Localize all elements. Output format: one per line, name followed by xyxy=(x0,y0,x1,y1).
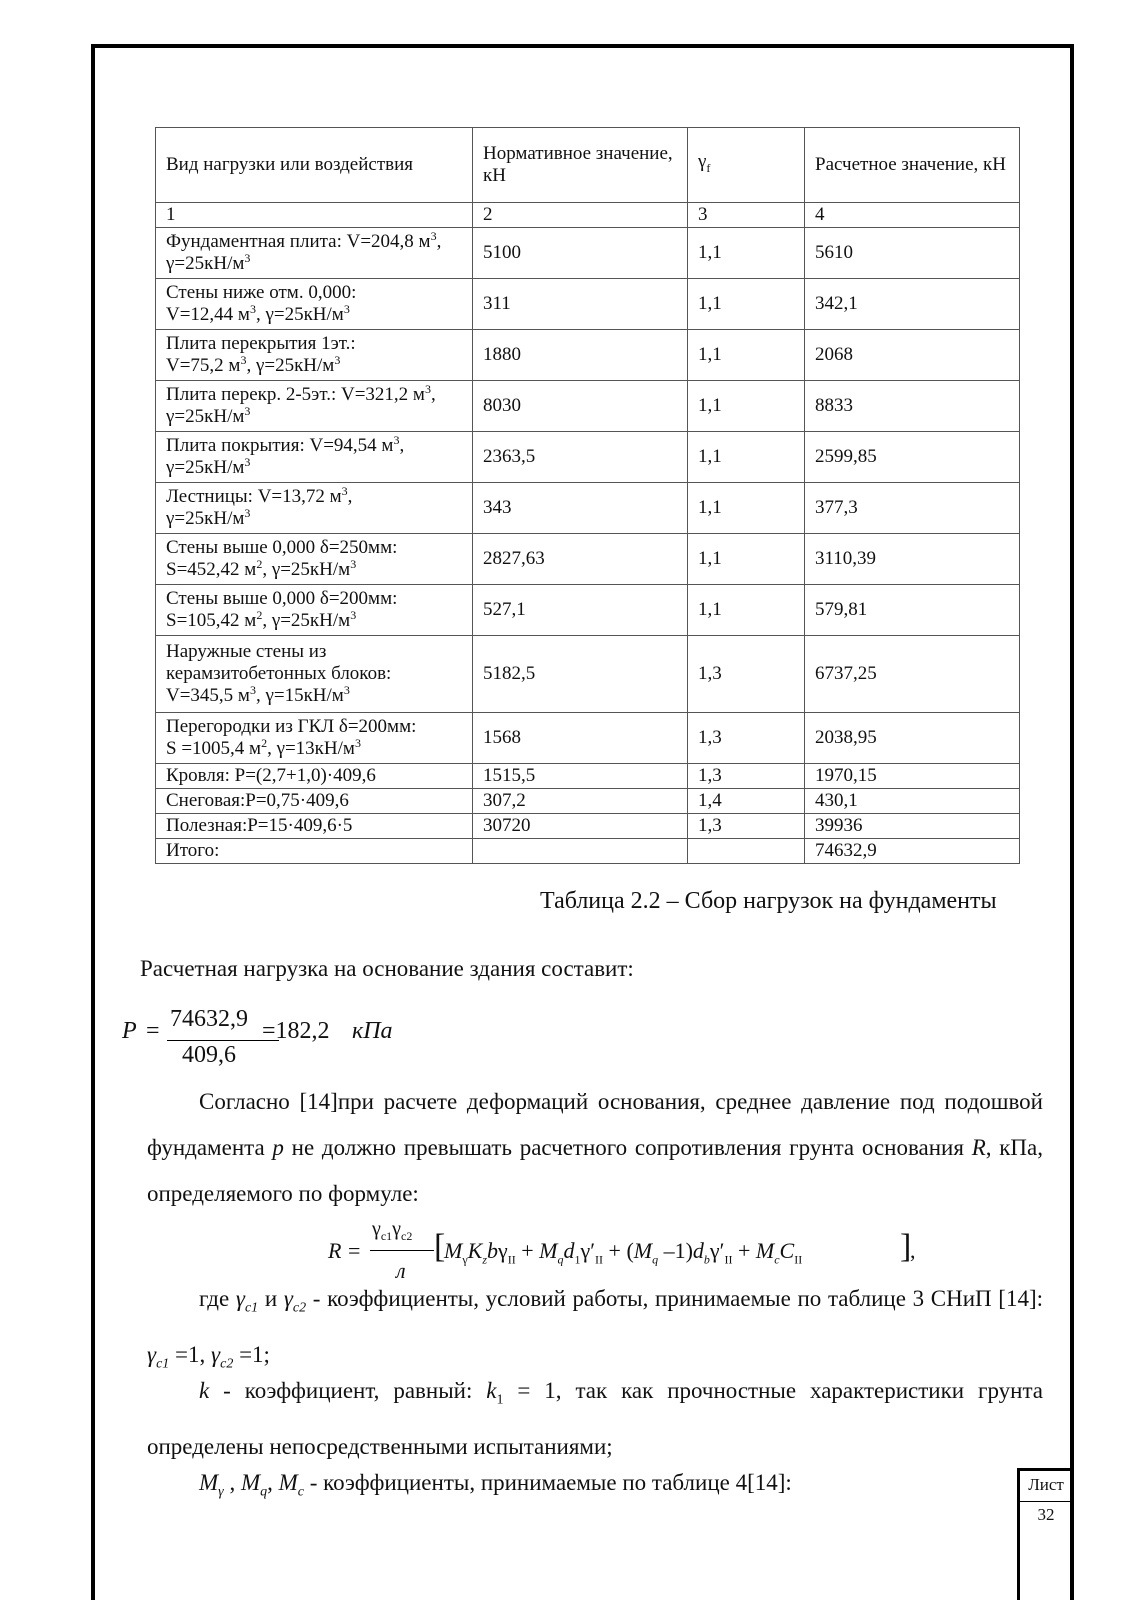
column-number: 4 xyxy=(805,203,1020,228)
gamma-f-cell: 1,1 xyxy=(688,534,805,585)
sheet-stamp xyxy=(1017,1468,1071,1600)
load-name-cell: Наружные стены из керамзитобетонных блоков: V=345,5 $м^3$, $\gamma=15кН/м^3$ xyxy=(156,636,473,713)
table-row xyxy=(156,228,1020,279)
paragraph-4 xyxy=(147,1460,1043,1516)
bracket-left: [ xyxy=(434,1228,446,1265)
gamma-f-cell: 1,1 xyxy=(688,279,805,330)
gamma-f-cell xyxy=(688,839,805,864)
load-name-cell: Фундаментная плита: V=204,8 $м^3$, $\gamma=25кН/м^3$ xyxy=(156,228,473,279)
column-number: 2 xyxy=(473,203,688,228)
design-value-cell: 377,3 xyxy=(805,483,1020,534)
normative-value-cell: 1568 xyxy=(473,713,688,764)
normative-value-cell: 1515,5 xyxy=(473,764,688,789)
formula-comma: , xyxy=(910,1238,916,1263)
design-value-cell: 2599,85 xyxy=(805,432,1020,483)
paragraph-3 xyxy=(147,1368,1043,1470)
load-name-cell: Плита перекрытия 1эт.: V=75,2 $м^3$, $\gamma=25кН/м^3$ xyxy=(156,330,473,381)
design-value-cell: 39936 xyxy=(805,814,1020,839)
fraction-denominator: 409,6 xyxy=(182,1042,236,1068)
design-value-cell: 1970,15 xyxy=(805,764,1020,789)
gamma-f-symbol: $\gamma_f$ xyxy=(698,151,711,175)
normative-value-cell: 5100 xyxy=(473,228,688,279)
design-value-cell: 3110,39 xyxy=(805,534,1020,585)
gamma-f-cell: 1,1 xyxy=(688,432,805,483)
normative-value-cell: 2827,63 xyxy=(473,534,688,585)
normative-value-cell: 1880 xyxy=(473,330,688,381)
table-row xyxy=(156,814,1020,839)
table-header-row xyxy=(156,128,1020,203)
normative-value-cell: 343 xyxy=(473,483,688,534)
paragraph-text: $M_\gamma$ , $M_q$, $M_c$ - коэффициенты, принимаемые по таблице 4[14]: xyxy=(199,1470,792,1500)
paragraph-text: k - коэффициент, равный: $k_1 = 1$, так как прочностные характеристики грунта определены непосредственными испытаниями; xyxy=(147,1378,1043,1459)
normative-value-cell: 2363,5 xyxy=(473,432,688,483)
load-name-cell: Плита перекр. 2-5эт.: V=321,2 $м^3$, $\gamma=25кН/м^3$ xyxy=(156,381,473,432)
formula-eq: = xyxy=(348,1238,361,1263)
gamma-f-cell: 1,1 xyxy=(688,585,805,636)
gamma-f-cell: 1,4 xyxy=(688,789,805,814)
design-value-cell: 6737,25 xyxy=(805,636,1020,713)
normative-value-cell: 311 xyxy=(473,279,688,330)
sheet-number: 32 xyxy=(1037,1505,1055,1524)
formula-eq: = xyxy=(146,1018,160,1044)
fraction-numerator: $\gamma_{c1}\gamma_{c2}$ xyxy=(372,1218,413,1243)
table-row xyxy=(156,585,1020,636)
normative-value-cell: 8030 xyxy=(473,381,688,432)
load-name-cell: Лестницы: V=13,72 $м^3$, $\gamma=25кН/м^3$ xyxy=(156,483,473,534)
table-row xyxy=(156,713,1020,764)
header-cell: Нормативное значение, кН xyxy=(473,128,688,203)
design-value-cell: 5610 xyxy=(805,228,1020,279)
load-name-cell: Плита покрытия: V=94,54 $м^3$, $\gamma=25кН/м^3$ xyxy=(156,432,473,483)
formula-unit: кПа xyxy=(352,1018,393,1044)
gamma-f-cell: 1,3 xyxy=(688,636,805,713)
normative-value-cell: 527,1 xyxy=(473,585,688,636)
header-cell: Расчетное значение, кН xyxy=(805,128,1020,203)
column-number: 3 xyxy=(688,203,805,228)
load-name-cell: Перегородки из ГКЛ δ=200мм: S =1005,4 $м^2$, $\gamma=13кН/м^3$ xyxy=(156,713,473,764)
paragraph-text: где $\gamma_{c1}$ и $\gamma_{c2}$ - коэффициенты, условий работы, принимаемые по таблице 3 СНиП [14]: $\gamma_{c1} =1$, $\gamma_{c2} =1$; xyxy=(147,1286,1044,1372)
gamma-f-cell: 1,1 xyxy=(688,330,805,381)
intro-text: Расчетная нагрузка на основание здания составит: xyxy=(140,956,634,981)
paragraph-1 xyxy=(147,1079,1043,1217)
fraction-denominator: л xyxy=(396,1258,406,1283)
design-value-cell: 74632,9 xyxy=(805,839,1020,864)
header-cell xyxy=(688,128,805,203)
gamma-f-cell: 1,1 xyxy=(688,228,805,279)
design-value-cell: 8833 xyxy=(805,381,1020,432)
table-row xyxy=(156,279,1020,330)
formula-lhs: R xyxy=(328,1238,342,1263)
load-name-cell: Стены ниже отм. 0,000: V=12,44 $м^3$, $\gamma=25кН/м^3$ xyxy=(156,279,473,330)
table-row xyxy=(156,764,1020,789)
loads-table xyxy=(155,127,1020,864)
design-value-cell: 2038,95 xyxy=(805,713,1020,764)
table-caption: Таблица 2.2 – Сбор нагрузок на фундаменты xyxy=(540,888,997,914)
formula-result: =182,2 xyxy=(262,1018,330,1044)
normative-value-cell: 307,2 xyxy=(473,789,688,814)
formula-body: $M_\gamma K_zb\gamma_{II} + M_qd_1\gamma'_{II} + (M_q$ $-1)d_b\gamma'_{II} + M_cC_{II}$ xyxy=(444,1238,803,1267)
table-row xyxy=(156,330,1020,381)
table-row xyxy=(156,636,1020,713)
fraction-bar xyxy=(370,1250,434,1251)
gamma-f-cell: 1,3 xyxy=(688,814,805,839)
column-number: 1 xyxy=(156,203,473,228)
table-row xyxy=(156,381,1020,432)
load-name-cell: Полезная:P=15·409,6·5 xyxy=(156,814,473,839)
normative-value-cell: 5182,5 xyxy=(473,636,688,713)
table-row xyxy=(156,432,1020,483)
column-number-row xyxy=(156,203,1020,228)
design-value-cell: 342,1 xyxy=(805,279,1020,330)
load-name-cell: Итого: xyxy=(156,839,473,864)
table-row xyxy=(156,534,1020,585)
stamp-divider xyxy=(1020,1501,1072,1502)
gamma-f-cell: 1,3 xyxy=(688,764,805,789)
load-name-cell: Стены выше 0,000 δ=200мм: S=105,42 $м^2$, $\gamma=25кН/м^3$ xyxy=(156,585,473,636)
fraction-numerator: 74632,9 xyxy=(170,1006,248,1032)
normative-value-cell: 30720 xyxy=(473,814,688,839)
sheet-label: Лист xyxy=(1028,1475,1064,1494)
load-name-cell: Стены выше 0,000 δ=250мм: S=452,42 $м^2$, $\gamma=25кН/м^3$ xyxy=(156,534,473,585)
design-value-cell: 579,81 xyxy=(805,585,1020,636)
design-value-cell: 2068 xyxy=(805,330,1020,381)
load-name-cell: Кровля: P=(2,7+1,0)·409,6 xyxy=(156,764,473,789)
bracket-right: ] xyxy=(900,1228,912,1265)
gamma-f-cell: 1,1 xyxy=(688,381,805,432)
gamma-f-cell: 1,3 xyxy=(688,713,805,764)
paragraph-text: Согласно [14]при расчете деформаций основания, среднее давление под подошвой фундамента p не должно превышать расчетного сопротивления грунта основания R, кПа, определяемого по формуле: xyxy=(147,1089,1043,1206)
design-value-cell: 430,1 xyxy=(805,789,1020,814)
gamma-f-cell: 1,1 xyxy=(688,483,805,534)
table-row xyxy=(156,483,1020,534)
table-row xyxy=(156,789,1020,814)
header-cell: Вид нагрузки или воздействия xyxy=(156,128,473,203)
load-name-cell: Снеговая:P=0,75·409,6 xyxy=(156,789,473,814)
table-row xyxy=(156,839,1020,864)
formula-lhs: P xyxy=(122,1018,137,1044)
normative-value-cell xyxy=(473,839,688,864)
